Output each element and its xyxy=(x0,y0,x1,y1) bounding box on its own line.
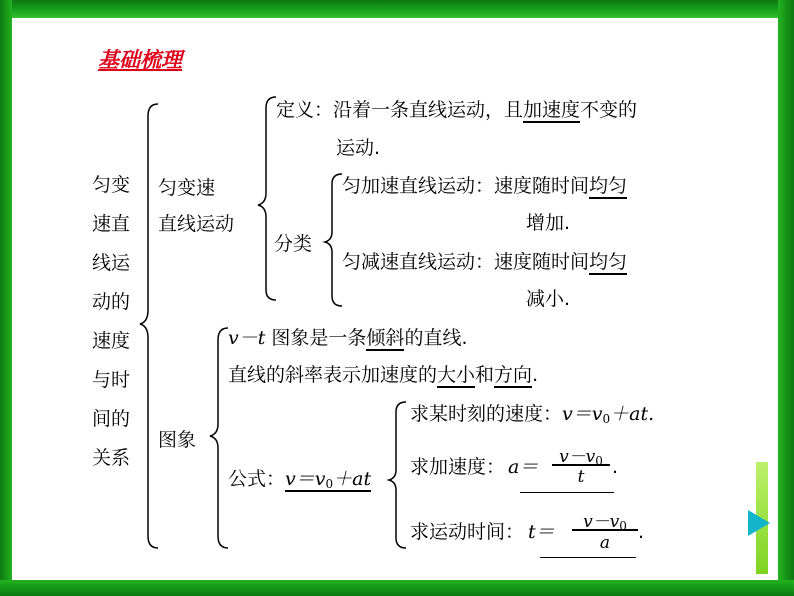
time-denominator: a xyxy=(599,533,611,553)
formula-expression: $v=v_0+at$ xyxy=(285,468,372,491)
slope-key-direction: 方向 xyxy=(494,364,533,386)
accel-denominator: t xyxy=(577,467,585,487)
time-fraction-bar xyxy=(572,529,638,531)
accel-line1 xyxy=(342,174,627,198)
definition-line1 xyxy=(276,98,637,122)
brace-formula xyxy=(389,402,406,548)
slope-end: . xyxy=(532,364,539,386)
slope-prefix: 直线的斜率表示加速度的 xyxy=(228,364,438,386)
accel-fraction-bar xyxy=(552,464,610,466)
frame-top-border xyxy=(0,0,794,18)
slope-mid: 和 xyxy=(475,364,495,386)
definition-key: 加速度 xyxy=(523,99,581,121)
frame-bottom-border xyxy=(0,580,794,596)
section-title: 基础梳理 xyxy=(98,48,182,72)
decel-line1 xyxy=(342,250,627,274)
branch2-label: 图象 xyxy=(158,429,197,451)
formula-row xyxy=(228,467,371,496)
slope-line xyxy=(228,363,538,387)
accel-prefix: 匀加速直线运动：速度随时间 xyxy=(342,175,590,197)
time-lhs: t＝ xyxy=(528,521,555,543)
brace-root xyxy=(140,104,158,548)
branch1-label-line2: 直线运动 xyxy=(158,213,235,235)
velocity-row xyxy=(410,402,654,431)
accel-lhs: a＝ xyxy=(508,456,539,478)
time-end: . xyxy=(638,521,645,543)
vt-prefix: 图象是一条 xyxy=(265,327,367,349)
play-arrow-icon[interactable] xyxy=(748,510,770,536)
velocity-text: 求某时刻的速度： xyxy=(410,403,563,425)
velocity-formula: $v=v_0+at$. xyxy=(562,403,655,426)
frame-right-border xyxy=(778,0,794,596)
accel-line2: 增加. xyxy=(526,212,571,234)
category-label: 分类 xyxy=(274,233,313,255)
frame-left-border xyxy=(0,0,12,596)
time-answer-underline xyxy=(540,557,636,558)
definition-line2: 运动. xyxy=(336,137,381,159)
vt-line xyxy=(228,326,467,350)
branch1-label-line1: 匀变速 xyxy=(158,177,216,199)
brace-classification xyxy=(325,174,342,306)
decel-key: 均匀 xyxy=(589,251,628,273)
accel-answer-underline xyxy=(520,492,614,493)
vt-key: 倾斜 xyxy=(366,327,405,349)
accel-numerator: $v-v_0$ xyxy=(559,447,603,468)
slope-key-magnitude: 大小 xyxy=(437,364,476,386)
root-label: 匀变速直线运动的速度与时间的关系 xyxy=(92,174,131,469)
accel-text: 求加速度： xyxy=(410,456,506,478)
decel-prefix: 匀减速直线运动：速度随时间 xyxy=(342,251,590,273)
decel-line2: 减小. xyxy=(526,288,571,310)
formula-label: 公式： xyxy=(228,468,286,490)
accel-key: 均匀 xyxy=(589,175,628,197)
definition-suffix: 不变的 xyxy=(580,99,638,121)
time-text: 求运动时间： xyxy=(410,521,525,543)
vt-suffix: 的直线. xyxy=(404,327,468,349)
brace-image xyxy=(210,328,228,548)
brace-branch1 xyxy=(258,97,276,300)
time-numerator: $v-v_0$ xyxy=(583,512,627,533)
accel-end: . xyxy=(612,456,619,478)
vt-variable: v－t xyxy=(228,327,266,349)
definition-prefix: 定义：沿着一条直线运动，且 xyxy=(276,99,524,121)
